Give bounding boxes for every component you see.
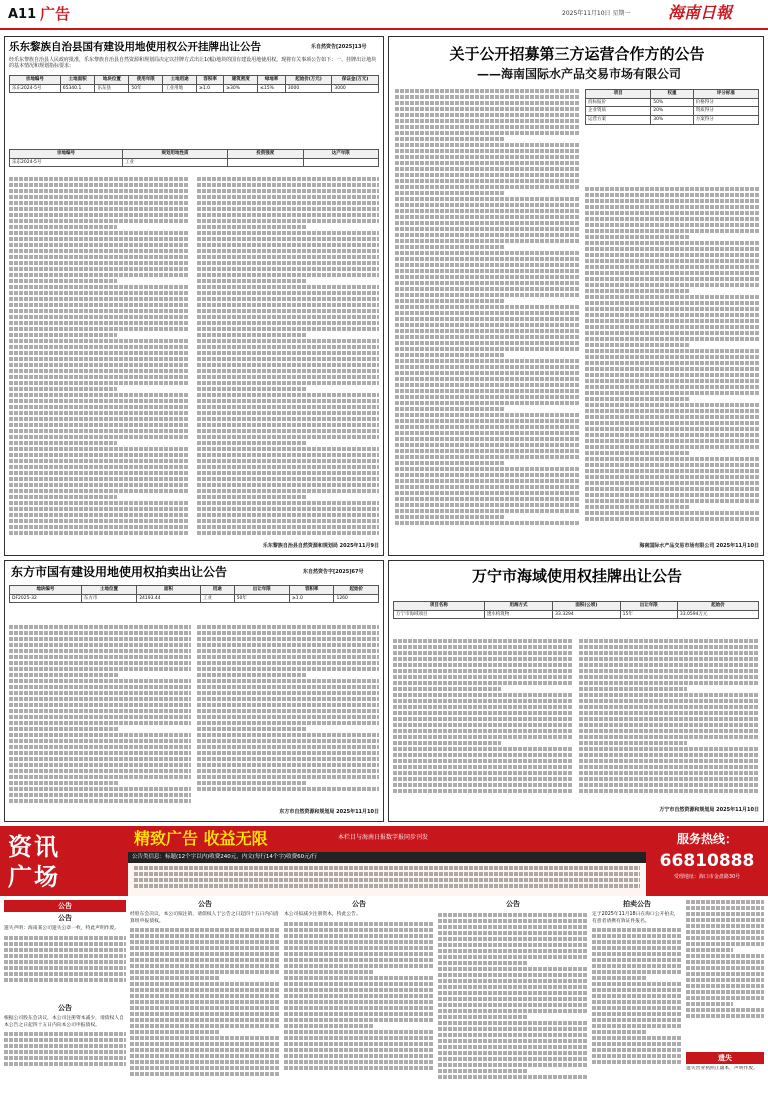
page-number: A11 [8,7,37,22]
classified-item: 拍卖公告 定于2025年11月18日在海口公开拍卖，有意者请携有效证件报名。 [592,900,682,1094]
notice-recruitment-body-left [395,89,579,529]
notice-dongfang-table: 地块编号 土地位置 面积 用途 出让年限 容积率 起始价 DF2025-32 东方市 24193.44 工业 50年 ≥1.0 1260 [9,585,379,603]
issue-date: 2025年11月10日 星期一 [562,10,631,17]
classified-item: 遗失营业执照正副本，声明作废。 [686,1066,758,1071]
classified-lost-header: 遗失 [686,1052,764,1064]
classifieds-service-note: 本栏目与海南日报数字报同步刊发 [338,834,429,841]
notice-ledong-signoff: 乐东黎族自治县自然资源和规划局 2025年11月9日 [262,543,379,549]
notice-recruitment-subtitle: ——海南国际水产品交易市场有限公司 [476,67,681,81]
classified-item [686,900,764,1050]
section-title: 广告 [40,5,71,23]
masthead [0,0,768,30]
classifieds-rates: 公告类信息：标题(12个字以内)收费240元，内文(每行14个字)收费60元/行 [128,852,646,863]
notice-ledong-body-right [197,177,379,537]
notice-ledong-intro: 经乐东黎族自治县人民政府批准，乐东黎族自治县自然资源和规划局决定以挂牌方式出让1(幅)地块的国有建设用地使用权。现将有关事项公告如下：一、挂牌出让地块的基本情况和规划指标要求： [9,57,377,70]
notice-ledong-table: 宗地编号 土地面积 地块位置 使用年限 土地用途 容积率 建筑密度 绿地率 起始价(万元) 保证金(万元) 乐东2024-5号 65340.1 乐东县 50年 工业用地 ≥1.0 ≥30% ≤15% 3000 3000 [9,75,379,93]
notice-ledong-body-left [9,177,189,537]
classified-item: 公告 本公司拟减少注册资本，特此公告。 [284,900,434,1094]
notice-recruitment-body-right [585,187,759,527]
classified-item: 公告 根据公司股东会决议，本公司注册资本减少，请债权人自本公告之日起四十五日内向本公司申报债权。 [4,1004,126,1094]
hotline-address: 受理地址：海口市金盘路30号 [673,874,741,881]
notice-dongfang-signoff: 东方市自然资源和规划局 2025年11月10日 [279,809,379,815]
notice-wanning-body-right [579,639,759,799]
notice-wanning [388,560,764,822]
notice-dongfang-body-right [197,625,379,795]
hotline-number: 66810888 [659,851,755,871]
notice-dongfang-body-left [9,625,191,805]
notice-dongfang-title: 东方市国有建设用地使用权拍卖出让公告 [11,565,228,579]
notice-wanning-title: 万宁市海域使用权挂牌出让公告 [471,567,682,585]
classifieds-contact-grid [134,866,640,894]
notice-wanning-body-left [393,639,573,799]
notice-recruitment-title: 关于公开招募第三方运营合作方的公告 [449,45,705,63]
classifieds-slogan: 精致广告 收益无限 [134,829,268,848]
newspaper-logo: 海南日報 [668,3,733,22]
notice-recruitment-table: 项目 权重 评分标准 投标报价 50% 价格得分 企业资质 20% 资质得分 运营方案 30% 方案得分 [585,89,759,125]
classified-item: 公告 经股东会决议，本公司拟注销，请债权人于公告之日起四十五日内向清算组申报债权。 [130,900,280,1094]
notice-dongfang [4,560,384,822]
classifieds-band [0,826,768,896]
classifieds-label: 资讯 广场 [0,826,128,896]
hotline-label: 服务热线： [676,832,737,846]
notice-ledong-title: 乐东黎族自治县国有建设用地使用权公开挂牌出让公告 [9,41,261,53]
notice-ledong-docno: 乐自然资告[2025]13号 [311,44,367,50]
notice-recruitment [388,36,764,556]
notice-recruitment-signoff: 海南国际水产品交易市场有限公司 2025年11月10日 [639,543,759,549]
classifieds-slogan-bar [128,826,646,860]
classifieds-header: 公告 [4,900,126,912]
notice-ledong-subtable: 宗地编号 规划用地性质 投资强度 达产年限 乐东2024-5号 工业 [9,149,379,167]
classified-item: 公告 [438,900,588,1094]
notice-ledong [4,36,384,556]
classified-item: 公告 遗失声明：海南某公司遗失公章一枚，特此声明作废。 [4,914,126,1004]
hotline-box [646,826,768,896]
notice-wanning-table: 项目名称 用海方式 面积(公顷) 出让年限 起始价 万宁市海域项目 透水构筑物 33.3294 15年 33.0594万元 [393,601,759,619]
notice-wanning-signoff: 万宁市自然资源和规划局 2025年11月10日 [659,807,759,813]
notice-dongfang-docno: 东自然资告字[2025]67号 [303,569,364,575]
